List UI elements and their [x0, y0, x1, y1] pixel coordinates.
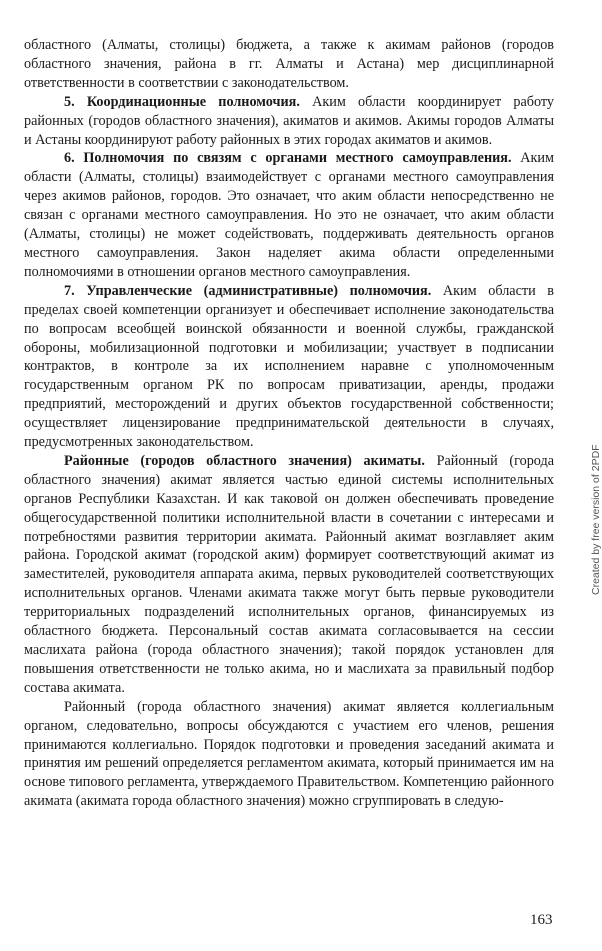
page-body — [24, 36, 554, 811]
paragraph-2-text: Аким области координирует работу районных (городов областного значения), акиматов и акимов. Акимы городов Алматы и Астаны координируют работу районных в этих городах акиматов и акимов. — [24, 93, 554, 148]
paragraph-5-lead: Районные (городов областного значения) акиматы. — [64, 452, 425, 469]
paragraph-5 — [24, 452, 554, 698]
paragraph-1-text: областного (Алматы, столицы) бюджета, а также к акимам районов (городов областного значения, района в гг. Алматы и Астана) мер дисциплинарной ответственности в соответствии с законодательством. — [24, 37, 554, 91]
paragraph-4-text: Аким области в пределах своей компетенции организует и обеспечивает исполнение законодательства по вопросам всеобщей воинской обязанности и военной службы, гражданской обороны, мобилизационной подготовки и мобилизации; участвует в подписании контрактов, в контроле за их исполнением наравне с уполномоченным государственным органом РК по вопросам приватизации, аренды, продажи предприятий, месторождений и других объектов государственной собственности; осуществляет лицензирование предпринимательской деятельности в случаях, предусмотренных законодательством. — [24, 282, 554, 451]
paragraph-6 — [24, 698, 554, 811]
paragraph-2 — [24, 93, 554, 150]
paragraph-4-lead: 7. Управленческие (административные) полномочия. — [64, 282, 432, 299]
paragraph-4 — [24, 282, 554, 452]
watermark-text: Created by free version of 2PDF — [590, 444, 602, 595]
paragraph-3 — [24, 149, 554, 281]
paragraph-5-text: Районный (города областного значения) акимат является частью единой системы исполнительных органов Республики Казахстан. И как таковой он должен обеспечивать проведение общегосударственной политики исполнительной власти в сочетании с интересами и потребностями развития территории акимата. Районный акимат возглавляет аким района. Городской акимат (городской аким) формирует соответствующий акимат из заместителей, руководителя аппарата акима, первых руководителей соответствующих исполнительных органов. Членами акимата также могут быть первые руководители территориальных подразделений исполнительных органов, финансируемых из областного бюджета. Персональный состав акимата согласовывается на сессии маслихата района (города областного значения); такой порядок установлен для повышения ответственности не только акима, но и маслихата за правильный подбор состава акимата. — [24, 452, 554, 696]
paragraph-6-text: Районный (города областного значения) акимат является коллегиальным органом, следовательно, вопросы обсуждаются с участием его членов, решения принимаются коллегиально. Порядок подготовки и проведения заседаний акимата и принятия им решений определяется регламентом акимата, который принимается им на основе типового регламента, утверждаемого Правительством. Компетенцию районного акимата (акимата города областного значения) можно сгруппировать в следую- — [24, 698, 554, 810]
watermark — [584, 215, 602, 595]
paragraph-3-text: Аким области (Алматы, столицы) взаимодействует с органами местного самоуправления через акимов районов, городов. Это означает, что аким области непосредственно не связан с органами местного самоуправления. Но это не означает, что аким области (Алматы, столицы) не может содействовать, поддерживать деятельность органов местного самоуправления. Закон наделяет акима области определенными полномочиями в отношении органов местного самоуправления. — [24, 150, 554, 280]
page-number: 163 — [530, 912, 553, 928]
paragraph-1 — [24, 36, 554, 93]
paragraph-2-lead: 5. Координационные полномочия. — [64, 93, 300, 110]
paragraph-3-lead: 6. Полномочия по связям с органами местного самоуправления. — [64, 150, 512, 167]
